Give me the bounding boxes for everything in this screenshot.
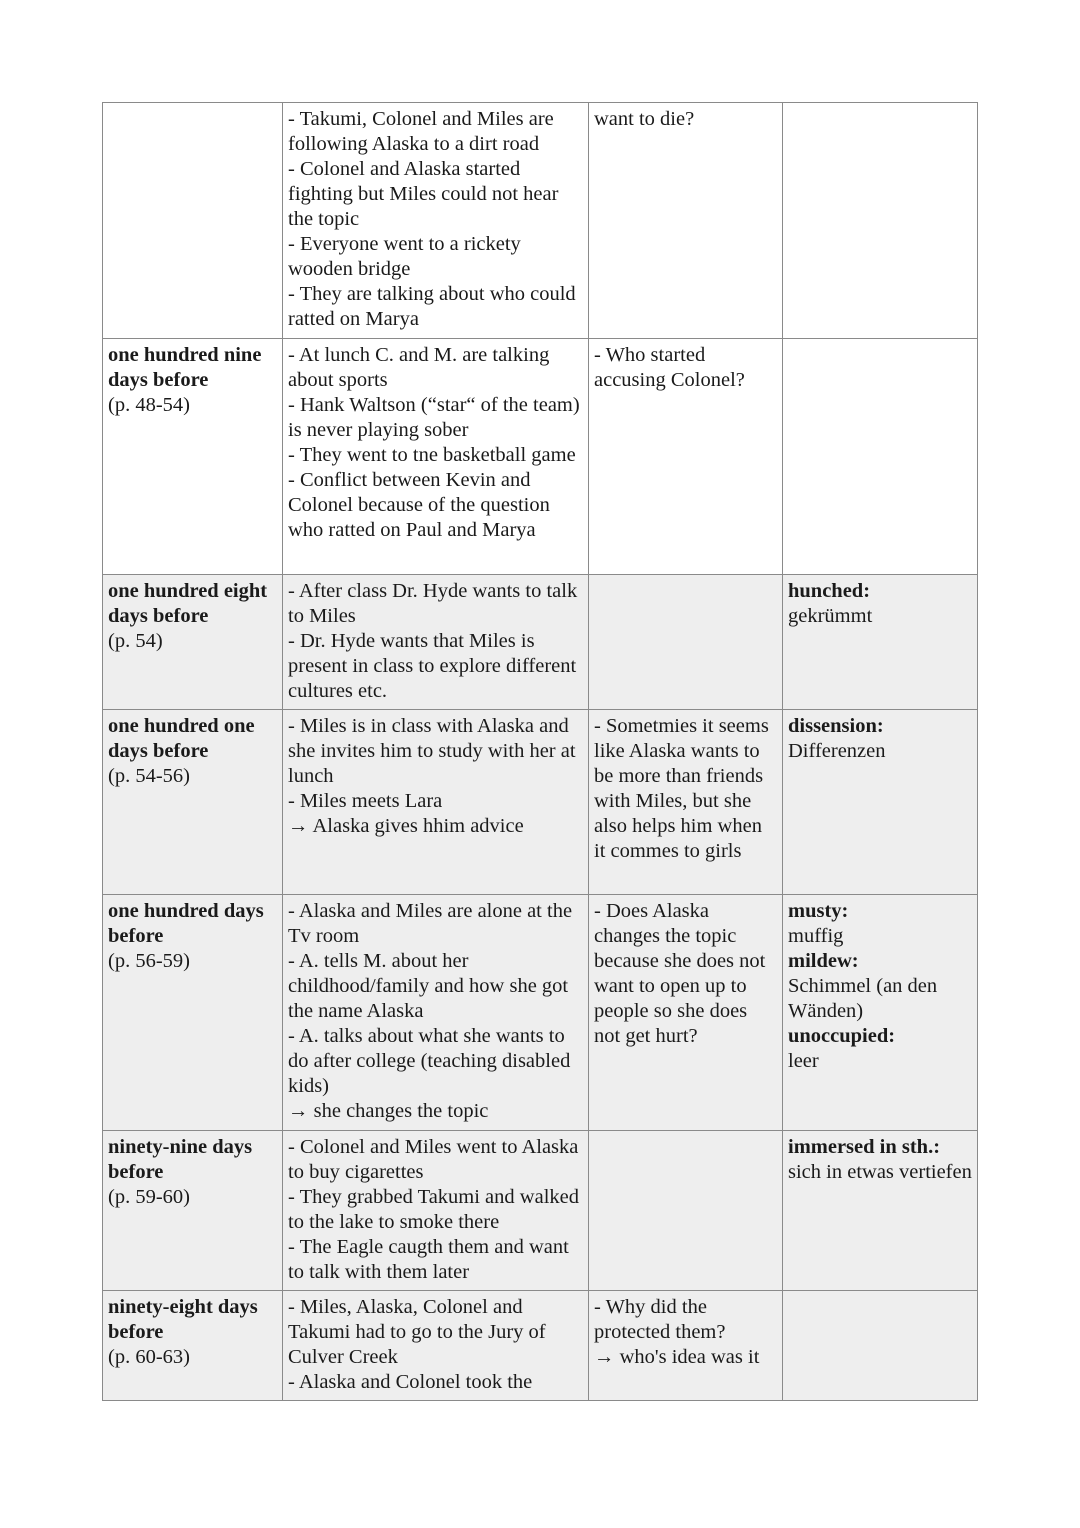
- event-item: - They grabbed Takumi and walked to the lake to smoke there: [288, 1186, 579, 1233]
- event-item: → Alaska gives hhim advice: [288, 815, 524, 837]
- chapter-cell: [103, 1131, 283, 1291]
- vocab-cell: [783, 710, 978, 895]
- event-item: - Hank Waltson (“star“ of the team) is never playing sober: [288, 394, 580, 441]
- events-cell: [283, 575, 589, 710]
- page-range: (p. 60-63): [108, 1346, 190, 1368]
- chapter-title: one hundred eight days before: [108, 580, 268, 627]
- event-item: - Miles is in class with Alaska and she invites him to study with her at lunch: [288, 715, 576, 787]
- page-range: (p. 54): [108, 630, 163, 652]
- table-row: [103, 1291, 978, 1401]
- vocab-cell: [783, 575, 978, 710]
- event-item: - Conflict between Kevin and Colonel because of the question who ratted on Paul and Marya: [288, 469, 550, 541]
- page-range: (p. 56-59): [108, 950, 190, 972]
- questions-cell: [589, 103, 783, 339]
- vocab-term: unoccupied:: [788, 1025, 896, 1047]
- notes-table-body: [103, 103, 978, 1401]
- event-item: - After class Dr. Hyde wants to talk to Miles: [288, 580, 578, 627]
- page-range: (p. 48-54): [108, 394, 190, 416]
- vocab-term: immersed in sth.:: [788, 1136, 941, 1158]
- vocab-translation: Schimmel (an den Wänden): [788, 975, 938, 1022]
- event-item: - Colonel and Miles went to Alaska to buy cigarettes: [288, 1136, 579, 1183]
- event-item: - Miles meets Lara: [288, 790, 443, 812]
- vocab-translation: leer: [788, 1050, 819, 1072]
- event-item: - At lunch C. and M. are talking about sports: [288, 344, 550, 391]
- event-item: - A. talks about what she wants to do after college (teaching disabled kids): [288, 1025, 571, 1097]
- question-item: - Sometmies it seems like Alaska wants to be more than friends with Miles, but she also helps him when it commes to girls: [594, 715, 769, 862]
- events-cell: [283, 339, 589, 575]
- events-cell: [283, 895, 589, 1131]
- vocab-translation: Differenzen: [788, 740, 886, 762]
- table-row: [103, 339, 978, 575]
- vocab-term: dissension:: [788, 715, 884, 737]
- event-item: - Alaska and Miles are alone at the Tv room: [288, 900, 573, 947]
- vocab-cell: [783, 895, 978, 1131]
- vocab-term: mildew:: [788, 950, 859, 972]
- questions-cell: [589, 339, 783, 575]
- chapter-cell: [103, 710, 283, 895]
- chapter-title: one hundred days before: [108, 900, 264, 947]
- questions-cell: [589, 575, 783, 710]
- vocab-cell: [783, 1291, 978, 1401]
- table-row: [103, 103, 978, 339]
- vocab-translation: gekrümmt: [788, 605, 873, 627]
- table-row: [103, 710, 978, 895]
- event-item: - Miles, Alaska, Colonel and Takumi had to go to the Jury of Culver Creek: [288, 1296, 546, 1368]
- questions-cell: [589, 710, 783, 895]
- event-item: - Everyone went to a rickety wooden bridge: [288, 233, 521, 280]
- question-item: - Who started accusing Colonel?: [594, 344, 745, 391]
- vocab-term: hunched:: [788, 580, 871, 602]
- event-item: - They are talking about who could ratted on Marya: [288, 283, 576, 330]
- chapter-cell: [103, 575, 283, 710]
- chapter-cell: [103, 895, 283, 1131]
- vocab-term: musty:: [788, 900, 849, 922]
- notes-table: [102, 102, 978, 1401]
- event-item: - Dr. Hyde wants that Miles is present in class to explore different cultures etc.: [288, 630, 577, 702]
- question-item: - Why did the protected them?: [594, 1296, 726, 1343]
- event-item: - Takumi, Colonel and Miles are following Alaska to a dirt road: [288, 108, 554, 155]
- event-item: - The Eagle caugth them and want to talk with them later: [288, 1236, 569, 1283]
- table-row: [103, 1131, 978, 1291]
- events-cell: [283, 710, 589, 895]
- events-cell: [283, 103, 589, 339]
- question-item: want to die?: [594, 108, 695, 130]
- vocab-cell: [783, 339, 978, 575]
- vocab-cell: [783, 103, 978, 339]
- questions-cell: [589, 1131, 783, 1291]
- questions-cell: [589, 895, 783, 1131]
- table-row: [103, 895, 978, 1131]
- vocab-cell: [783, 1131, 978, 1291]
- chapter-title: one hundred one days before: [108, 715, 255, 762]
- events-cell: [283, 1131, 589, 1291]
- event-item: - Alaska and Colonel took the: [288, 1371, 533, 1393]
- questions-cell: [589, 1291, 783, 1401]
- page-range: (p. 54-56): [108, 765, 190, 787]
- chapter-title: ninety-eight days before: [108, 1296, 258, 1343]
- event-item: - They went to tne basketball game: [288, 444, 576, 466]
- chapter-title: ninety-nine days before: [108, 1136, 253, 1183]
- question-item: → who's idea was it: [594, 1346, 760, 1368]
- question-item: - Does Alaska changes the topic because she does not want to open up to people so she does not get hurt?: [594, 900, 766, 1047]
- vocab-translation: muffig: [788, 925, 844, 947]
- event-item: - Colonel and Alaska started fighting but Miles could not hear the topic: [288, 158, 559, 230]
- events-cell: [283, 1291, 589, 1401]
- chapter-cell: [103, 1291, 283, 1401]
- event-item: - A. tells M. about her childhood/family and how she got the name Alaska: [288, 950, 569, 1022]
- chapter-cell: [103, 103, 283, 339]
- vocab-translation: sich in etwas vertiefen: [788, 1161, 972, 1183]
- chapter-cell: [103, 339, 283, 575]
- chapter-title: one hundred nine days before: [108, 344, 262, 391]
- table-row: [103, 575, 978, 710]
- page-range: (p. 59-60): [108, 1186, 190, 1208]
- event-item: → she changes the topic: [288, 1100, 489, 1122]
